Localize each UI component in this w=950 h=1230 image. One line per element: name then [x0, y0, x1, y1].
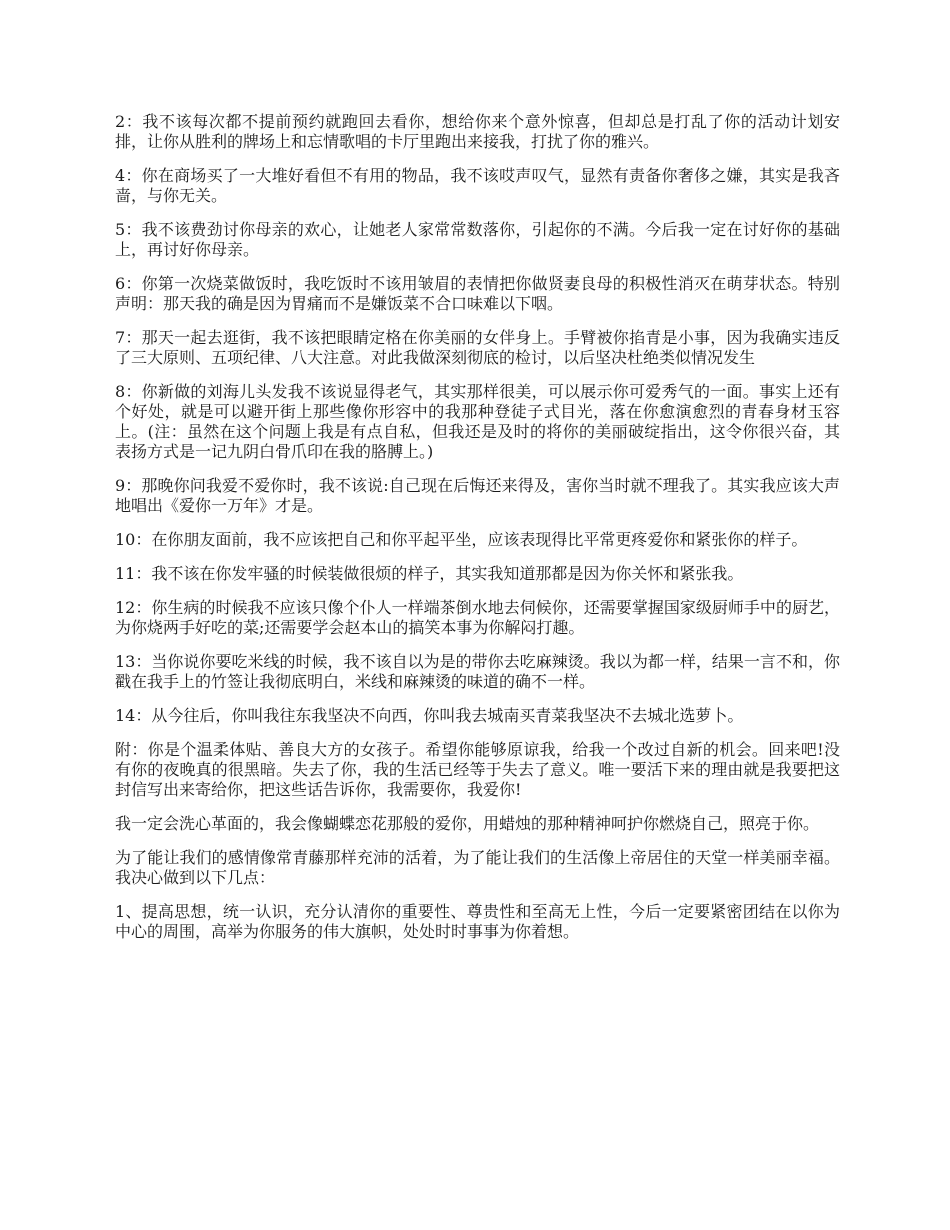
document-body [115, 112, 840, 956]
paragraph-14: 14：从今往后，你叫我往东我坚决不向西，你叫我去城南买青菜我坚决不去城北选萝卜。 [115, 706, 744, 725]
paragraph-9: 9：那晚你问我爱不爱你时，我不该说:自己现在后悔还来得及，害你当时就不理我了。其实我应该大声地唱出《爱你一万年》才是。 [115, 476, 840, 515]
paragraph-6: 6：你第一次烧菜做饭时，我吃饭时不该用皱眉的表情把你做贤妻良母的积极性消灭在萌芽状态。特别声明：那天我的确是因为胃痛而不是嫌饭菜不合口味难以下咽。 [115, 274, 840, 313]
paragraph-4: 4：你在商场买了一大堆好看但不有用的物品，我不该哎声叹气，显然有责备你奢侈之嫌，其实是我吝啬，与你无关。 [115, 166, 840, 205]
paragraph-appendix: 附：你是个温柔体贴、善良大方的女孩子。希望你能够原谅我，给我一个改过自新的机会。回来吧!没有你的夜晚真的很黑暗。失去了你，我的生活已经等于失去了意义。唯一要活下来的理由就是我要把这封信写出来寄给你，把这些话告诉你，我需要你，我爱你! [115, 740, 840, 799]
paragraph-promise: 我一定会洗心革面的，我会像蝴蝶恋花那般的爱你，用蜡烛的那种精神呵护你燃烧自己，照亮于你。 [115, 814, 820, 833]
paragraph-7: 7：那天一起去逛街，我不该把眼睛定格在你美丽的女伴身上。手臂被你掐青是小事，因为我确实违反了三大原则、五项纪律、八大注意。对此我做深刻彻底的检讨，以后坚决杜绝类似情况发生 [115, 328, 840, 367]
paragraph-5: 5：我不该费劲讨你母亲的欢心，让她老人家常常数落你，引起你的不满。今后我一定在讨好你的基础上，再讨好你母亲。 [115, 220, 840, 259]
paragraph-11: 11：我不该在你发牢骚的时候装做很烦的样子，其实我知道那都是因为你关怀和紧张我。 [115, 564, 744, 583]
paragraph-resolution-intro: 为了能让我们的感情像常青藤那样充沛的活着，为了能让我们的生活像上帝居住的天堂一样美丽幸福。我决心做到以下几点： [115, 848, 840, 887]
paragraph-2: 2：我不该每次都不提前预约就跑回去看你，想给你来个意外惊喜，但却总是打乱了你的活动计划安排，让你从胜利的牌场上和忘情歌唱的卡厅里跑出来接我，打扰了你的雅兴。 [115, 112, 840, 151]
paragraph-13: 13：当你说你要吃米线的时候，我不该自以为是的带你去吃麻辣烫。我以为都一样，结果一言不和，你戳在我手上的竹签让我彻底明白，米线和麻辣烫的味道的确不一样。 [115, 652, 840, 691]
paragraph-10: 10：在你朋友面前，我不应该把自己和你平起平坐，应该表现得比平常更疼爱你和紧张你的样子。 [115, 530, 808, 549]
paragraph-8: 8：你新做的刘海儿头发我不该说显得老气，其实那样很美，可以展示你可爱秀气的一面。事实上还有个好处，就是可以避开街上那些像你形容中的我那种登徒子式目光，落在你愈演愈烈的青春身材玉容上。(注：虽然在这个问题上我是有点自私，但我还是及时的将你的美丽破绽指出，这令你很兴奋，其表扬方式是一记九阴白骨爪印在我的胳膊上。) [115, 382, 840, 461]
paragraph-12: 12：你生病的时候我不应该只像个仆人一样端茶倒水地去伺候你，还需要掌握国家级厨师手中的厨艺，为你烧两手好吃的菜;还需要学会赵本山的搞笑本事为你解闷打趣。 [115, 598, 840, 637]
paragraph-resolution-1: 1、提高思想，统一认识，充分认清你的重要性、尊贵性和至高无上性，今后一定要紧密团结在以你为中心的周围，高举为你服务的伟大旗帜，处处时时事事为你着想。 [115, 902, 840, 941]
